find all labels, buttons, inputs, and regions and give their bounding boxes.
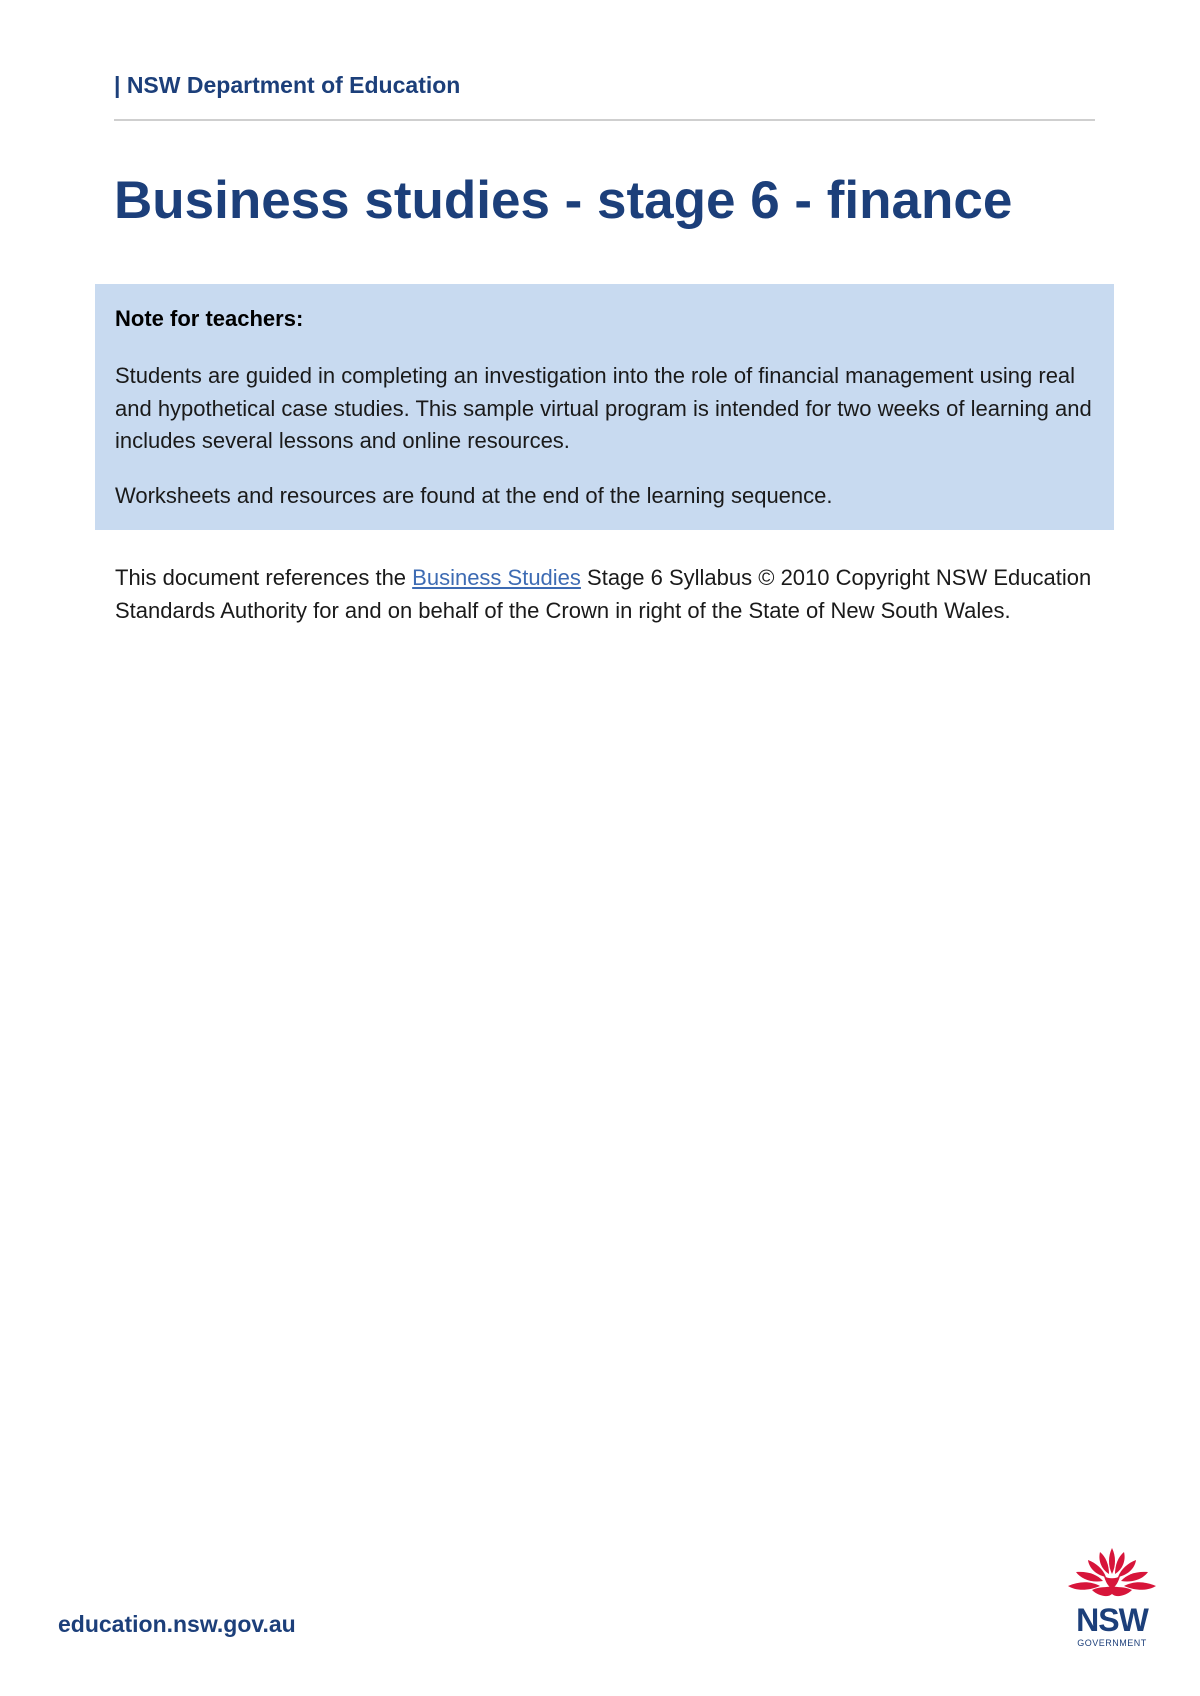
footer-website[interactable]: education.nsw.gov.au bbox=[58, 1611, 296, 1637]
waratah-icon bbox=[1064, 1546, 1160, 1604]
logo-subtext: GOVERNMENT bbox=[1077, 1638, 1147, 1648]
reference-text-before: This document references the bbox=[115, 565, 413, 590]
header-organisation: | NSW Department of Education bbox=[114, 72, 461, 98]
header-divider bbox=[114, 119, 1095, 121]
nsw-government-logo bbox=[1064, 1546, 1160, 1662]
teacher-note-box bbox=[95, 284, 1114, 530]
business-studies-link[interactable]: Business Studies bbox=[412, 565, 581, 590]
note-heading: Note for teachers: bbox=[115, 306, 304, 331]
reference-text-after: Stage 6 Syllabus © 2010 Copyright NSW Education Standards Authority for and on behalf of the Crown in right of the State of New South Wales. bbox=[115, 565, 1092, 623]
note-paragraph: Students are guided in completing an investigation into the role of financial management using real and hypothetical case studies. This sample virtual program is intended for two weeks of learning and includes several lessons and online resources. bbox=[115, 363, 1092, 453]
page-title: Business studies - stage 6 - finance bbox=[114, 171, 1013, 230]
note-paragraph: Worksheets and resources are found at the end of the learning sequence. bbox=[115, 483, 833, 508]
logo-wordmark: NSW bbox=[1076, 1602, 1148, 1638]
syllabus-reference bbox=[115, 562, 1105, 627]
